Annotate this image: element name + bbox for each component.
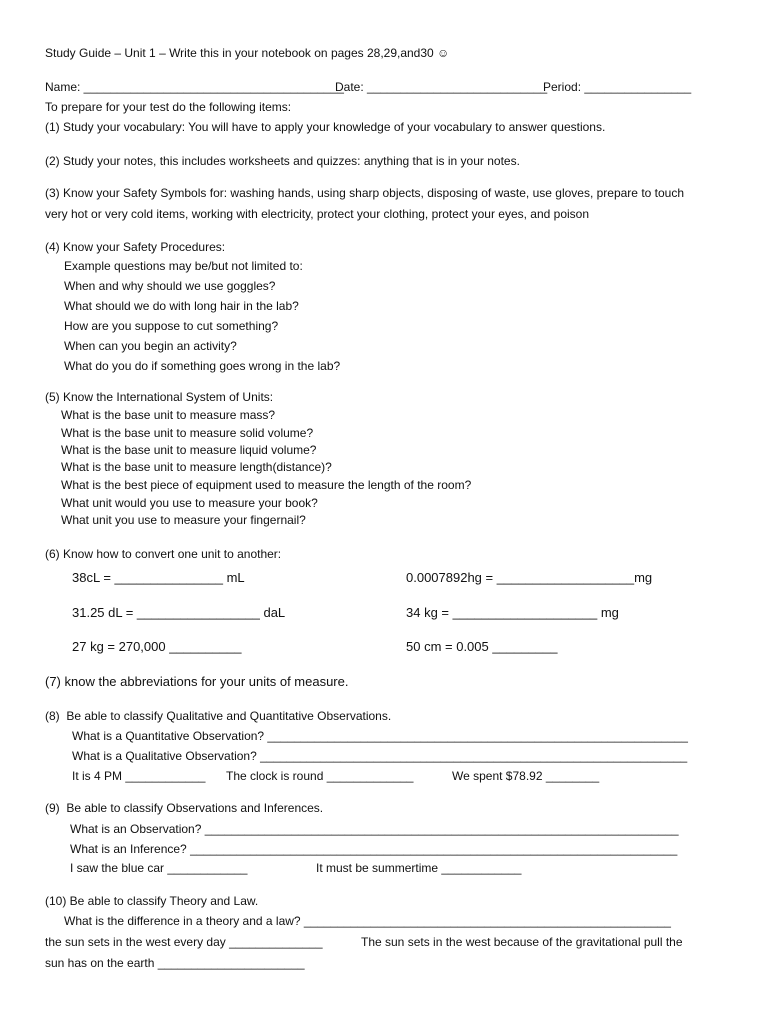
- name-field: Name: _______________________________________: [45, 80, 344, 94]
- item-8-example: The clock is round _____________: [226, 769, 414, 783]
- item-3-line-1: (3) Know your Safety Symbols for: washing hands, using sharp objects, disposing of waste, use gloves, prepare to touch: [45, 186, 685, 200]
- conversion-row: 50 cm = 0.005 _________: [406, 639, 558, 654]
- item-4-subheading: Example questions may be/but not limited to:: [64, 259, 303, 273]
- item-8-example: We spent $78.92 ________: [452, 769, 600, 783]
- item-4-question: What should we do with long hair in the lab?: [64, 299, 299, 313]
- item-4-question: When can you begin an activity?: [64, 339, 237, 353]
- conversion-row: 34 kg = ____________________ mg: [406, 605, 619, 620]
- conversion-row: 38cL = _______________ mL: [72, 570, 245, 585]
- item-9-question: What is an Observation? _______________________________________________________________________: [70, 822, 679, 836]
- date-field: Date: ___________________________: [335, 80, 548, 94]
- item-10-question: What is the difference in a theory and a law? _______________________________________________________: [64, 914, 671, 928]
- item-5-question: What unit would you use to measure your book?: [61, 496, 318, 510]
- item-8-heading: (8) Be able to classify Qualitative and Quantitative Observations.: [45, 709, 392, 723]
- item-9-example: It must be summertime ____________: [316, 861, 522, 875]
- item-5-question: What is the base unit to measure mass?: [61, 408, 276, 422]
- intro-text: To prepare for your test do the following items:: [45, 100, 292, 114]
- conversion-row: 31.25 dL = _________________ daL: [72, 605, 286, 620]
- item-5-question: What is the base unit to measure liquid volume?: [61, 443, 317, 457]
- item-8-example: It is 4 PM ____________: [72, 769, 206, 783]
- item-4-heading: (4) Know your Safety Procedures:: [45, 240, 226, 254]
- item-4-question: What do you do if something goes wrong in the lab?: [64, 359, 341, 373]
- item-8-question: What is a Quantitative Observation? _______________________________________________________________: [72, 729, 688, 743]
- page-title: Study Guide – Unit 1 – Write this in your notebook on pages 28,29,and30 ☺: [45, 46, 450, 60]
- conversion-row: 27 kg = 270,000 __________: [72, 639, 242, 654]
- item-10-heading: (10) Be able to classify Theory and Law.: [45, 894, 259, 908]
- item-4-question: How are you suppose to cut something?: [64, 319, 279, 333]
- item-5-question: What unit you use to measure your fingernail?: [61, 513, 306, 527]
- item-4-question: When and why should we use goggles?: [64, 279, 276, 293]
- conversion-row: 0.0007892hg = ___________________mg: [406, 570, 653, 585]
- item-7: (7) know the abbreviations for your units of measure.: [45, 674, 349, 689]
- item-9-heading: (9) Be able to classify Observations and Inferences.: [45, 801, 324, 815]
- item-6-heading: (6) Know how to convert one unit to another:: [45, 547, 282, 561]
- item-10-example-continued: sun has on the earth ______________________: [45, 956, 305, 970]
- item-9-example: I saw the blue car ____________: [70, 861, 248, 875]
- period-field: Period: ________________: [543, 80, 692, 94]
- item-2: (2) Study your notes, this includes worksheets and quizzes: anything that is in your notes.: [45, 154, 520, 168]
- item-8-question: What is a Qualitative Observation? ________________________________________________________________: [72, 749, 688, 763]
- item-5-question: What is the base unit to measure solid volume?: [61, 426, 314, 440]
- item-10-example: The sun sets in the west because of the gravitational pull the: [361, 935, 683, 949]
- item-5-heading: (5) Know the International System of Units:: [45, 390, 274, 404]
- item-5-question: What is the best piece of equipment used to measure the length of the room?: [61, 478, 472, 492]
- item-5-question: What is the base unit to measure length(distance)?: [61, 460, 332, 474]
- item-10-example: the sun sets in the west every day ______________: [45, 935, 323, 949]
- item-1: (1) Study your vocabulary: You will have to apply your knowledge of your vocabulary to answer questions.: [45, 120, 606, 134]
- item-3-line-2: very hot or very cold items, working with electricity, protect your clothing, protect your eyes, and poison: [45, 207, 590, 221]
- item-9-question: What is an Inference? _________________________________________________________________________: [70, 842, 678, 856]
